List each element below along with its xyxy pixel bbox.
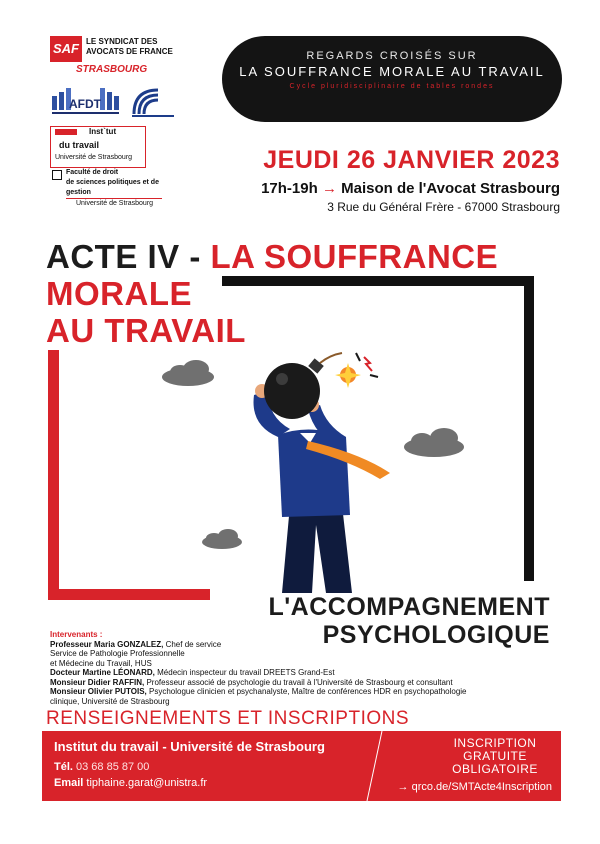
event-time-venue: [200, 180, 560, 197]
bomb-head-illustration: [150, 345, 510, 595]
speaker-item: Professeur Maria GONZALEZ, Chef de service: [50, 639, 222, 649]
event-address: 3 Rue du Général Frère - 67000 Strasbourg: [327, 200, 560, 214]
speakers-heading: Intervenants :: [50, 630, 103, 639]
spark-icon: [335, 353, 378, 388]
main-title: [46, 238, 498, 349]
info-heading: RENSEIGNEMENTS ET INSCRIPTIONS: [46, 708, 410, 729]
series-banner: [222, 36, 562, 122]
speaker-item: Docteur Martine LÉONARD, Médecin inspecteur du travail DREETS Grand-Est: [50, 668, 335, 677]
subtitle-line1: L'ACCOMPAGNEMENT: [268, 593, 550, 621]
arrow-right-icon: →: [321, 180, 337, 197]
speaker-role-line: clinique, Université de Strasbourg: [50, 696, 170, 706]
speaker-role-line: et Médecine du Travail, HUS: [50, 658, 152, 668]
saf-name: LE SYNDICAT DES AVOCATS DE FRANCE: [86, 37, 173, 56]
registration-link[interactable]: → qrco.de/SMTActe4Inscription: [397, 781, 552, 793]
frame-top-line: [222, 276, 534, 286]
contact-email: Email tiphaine.garat@unistra.fr: [54, 777, 208, 789]
saf-city: STRASBOURG: [76, 64, 148, 75]
frame-right-line: [524, 276, 534, 581]
institut-travail-logo: Inst`tut du travail Université de Strasbourg: [50, 126, 146, 168]
saf-logo: SAF: [50, 36, 82, 62]
phone-link[interactable]: 03 68 85 87 00: [76, 761, 150, 773]
contact-institution: Institut du travail - Université de Strasbourg: [54, 739, 325, 754]
speakers-list: [50, 630, 550, 706]
cloud-icon: [162, 360, 214, 386]
svg-text:AFDT: AFDT: [69, 97, 101, 111]
contact-phone: Tél. 03 68 85 87 00: [54, 761, 150, 773]
series-line1: REGARDS CROISÉS SUR: [306, 50, 478, 62]
subtitle-line2: PSYCHOLOGIQUE: [322, 621, 550, 649]
speaker-item: Monsieur Olivier PUTOIS, Psychologue clinicien et psychanalyste, Maître de conférences HDR en psychopathologie: [50, 687, 467, 696]
event-date: JEUDI 26 JANVIER 2023: [263, 146, 560, 174]
title-part4: AU TRAVAIL: [46, 312, 246, 349]
title-part3: MORALE: [46, 275, 192, 312]
institution-logo: [128, 84, 176, 120]
cloud-icon: [404, 428, 464, 457]
email-link[interactable]: tiphaine.garat@unistra.fr: [86, 777, 208, 789]
afdt-logo: [50, 82, 120, 118]
title-act: ACTE IV -: [46, 238, 211, 275]
event-time: 17h-19h: [261, 180, 318, 197]
series-line2: LA SOUFFRANCE MORALE AU TRAVAIL: [239, 64, 545, 79]
series-line3: Cycle pluridisciplinaire de tables rondes: [289, 83, 495, 90]
registration-notice: INSCRIPTION GRATUITE OBLIGATOIRE: [452, 736, 538, 776]
speaker-role-line: Service de Pathologie Professionnelle: [50, 649, 185, 658]
frame-left-line: [48, 350, 59, 600]
faculte-logo: Faculté de droit de sciences politiques et de gestion Université de Strasbourg: [66, 168, 162, 206]
title-part2: LA SOUFFRANCE: [210, 238, 499, 275]
cloud-icon: [202, 529, 242, 549]
event-venue: Maison de l'Avocat Strasbourg: [341, 180, 560, 197]
speaker-item: Monsieur Didier RAFFIN, Professeur associé de psychologie du travail à l'Université de Strasbourg et consultant: [50, 677, 453, 687]
